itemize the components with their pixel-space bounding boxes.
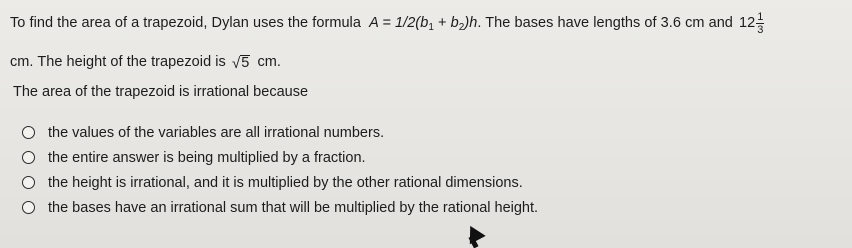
radio-button-icon[interactable] — [22, 176, 35, 189]
radical-sign-icon: √ — [231, 55, 241, 72]
sqrt-radicand: 5 — [241, 55, 250, 71]
formula-sub2: 2 — [458, 22, 465, 33]
problem-height-text: cm. The height of the trapezoid is — [10, 54, 226, 70]
formula-rhs: )h — [464, 15, 478, 31]
problem-statement — [10, 6, 846, 79]
answer-option-label[interactable]: the values of the variables are all irrational numbers. — [48, 124, 385, 141]
answer-options — [22, 120, 538, 220]
radio-button-icon[interactable] — [22, 201, 35, 214]
problem-line-2 — [10, 45, 846, 79]
formula-b1: b — [420, 15, 429, 31]
answer-option-label[interactable]: the height is irrational, and it is multiplied by the other rational dimensions. — [48, 174, 523, 191]
answer-option-3[interactable] — [22, 170, 538, 195]
mixed-number-fraction — [756, 11, 764, 36]
radio-button-icon[interactable] — [22, 151, 35, 164]
answer-option-1[interactable] — [22, 120, 538, 145]
answer-option-4[interactable] — [22, 195, 538, 220]
mixed-number — [739, 11, 764, 36]
fraction-denominator: 3 — [757, 23, 764, 36]
problem-height-unit: cm. — [257, 54, 281, 70]
problem-line-1 — [10, 6, 846, 45]
answer-option-2[interactable] — [22, 145, 538, 170]
radio-button-icon[interactable] — [22, 126, 35, 139]
answer-option-label[interactable]: the entire answer is being multiplied by a fraction. — [48, 149, 366, 166]
formula-sub1: 1 — [428, 22, 434, 33]
square-root — [232, 55, 250, 71]
area-formula — [365, 15, 477, 31]
fraction-numerator: 1 — [757, 10, 764, 23]
mixed-number-whole: 12 — [739, 14, 756, 31]
problem-bases-text: . The bases have lengths of 3.6 cm and — [477, 15, 733, 31]
problem-intro-text: To find the area of a trapezoid, Dylan uses the formula — [10, 15, 361, 31]
formula-plus: + — [433, 15, 451, 31]
formula-b2: b — [450, 15, 459, 31]
answer-option-label[interactable]: the bases have an irrational sum that will be multiplied by the rational height. — [48, 199, 539, 216]
question-prompt: The area of the trapezoid is irrational because — [13, 84, 309, 100]
formula-lhs: A = 1/2( — [369, 15, 421, 31]
